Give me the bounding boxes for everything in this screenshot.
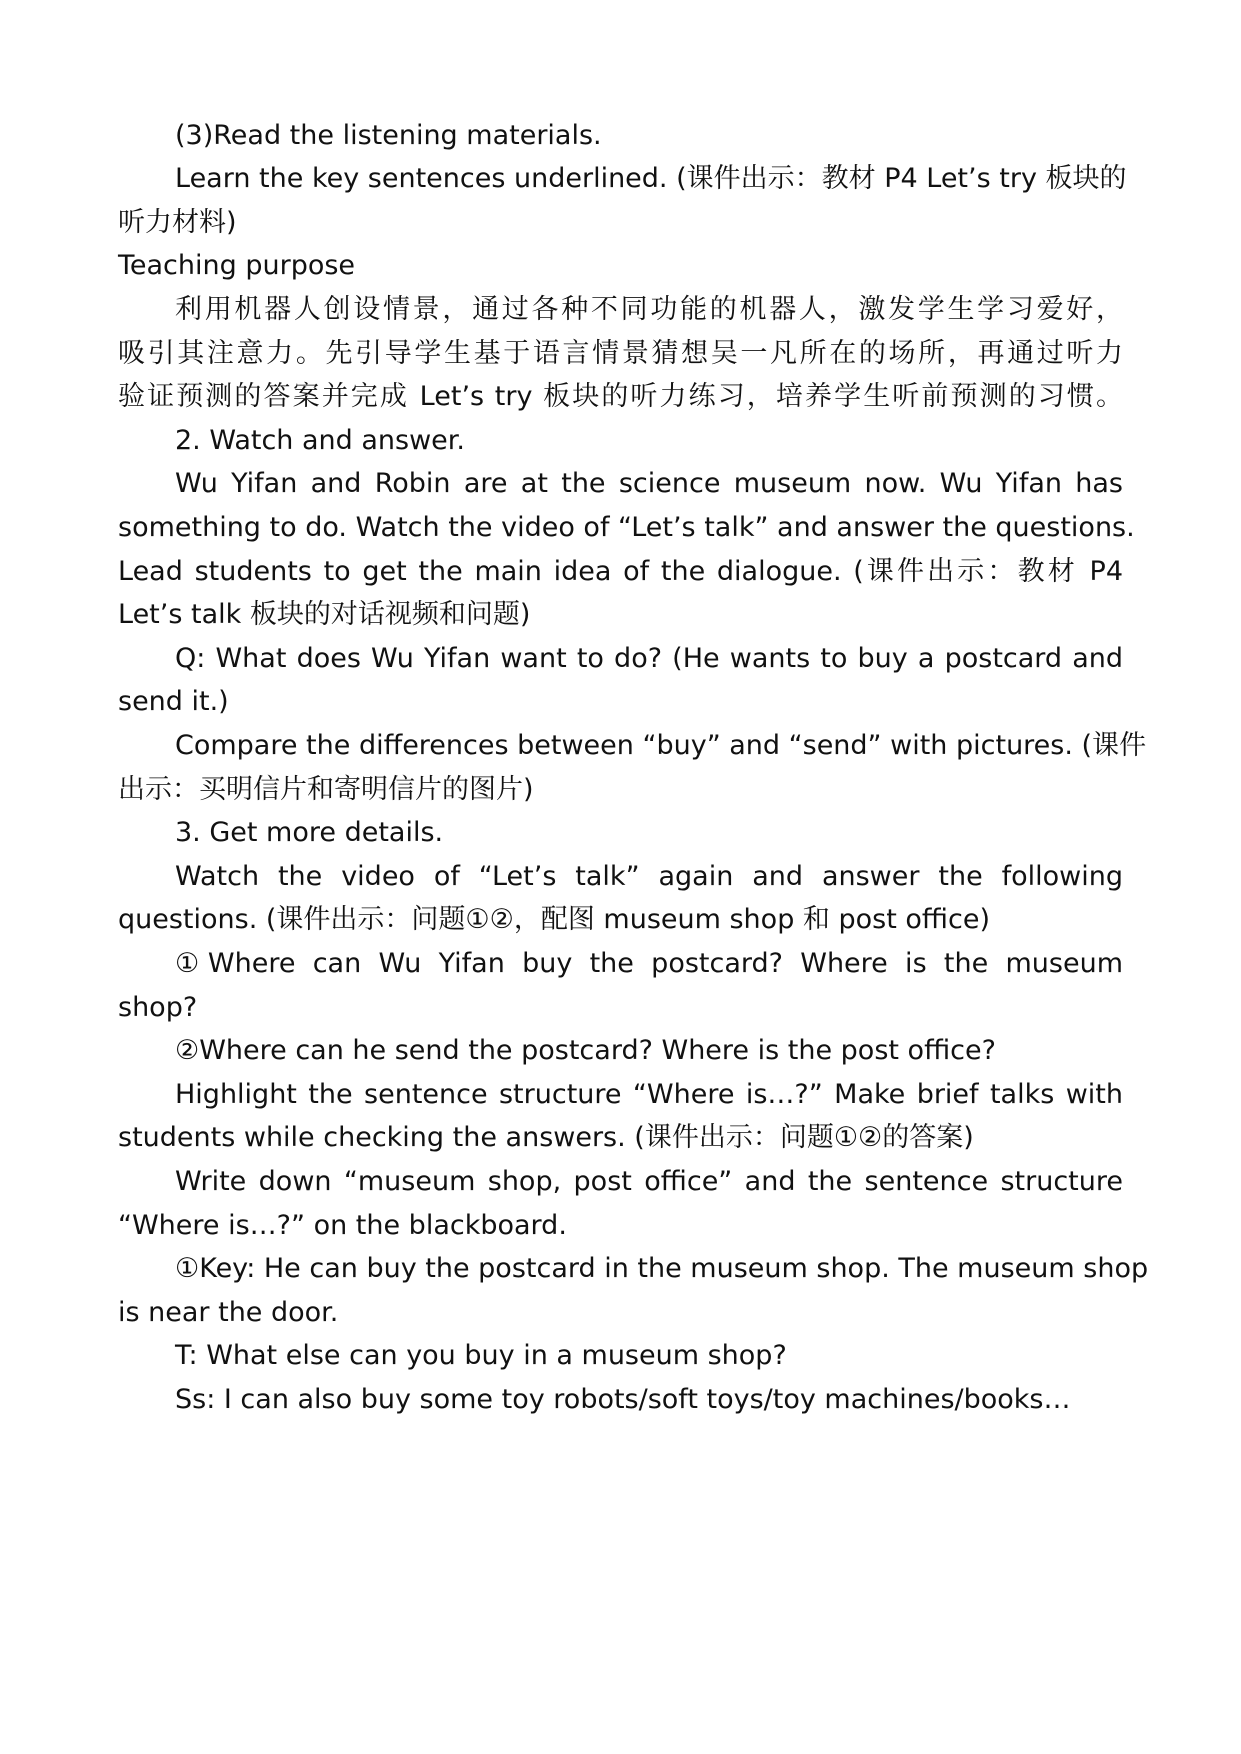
watch-paragraph-line-3: Lead students to get the main idea of the dialogue. (课件出示：教材 P4 (118, 556, 1123, 587)
blackboard-note-cont: “Where is…?” on the blackboard. (118, 1210, 567, 1241)
teacher-question: T: What else can you buy in a museum shop? (175, 1340, 787, 1371)
purpose-paragraph-line-1: 利用机器人创设情景，通过各种不同功能的机器人，激发学生学习爱好， (175, 294, 1123, 325)
highlight-structure-cont: students while checking the answers. (课件出示：问题①②的答案) (118, 1122, 974, 1153)
watch-paragraph-line-2: something to do. Watch the video of “Let’s talk” and answer the questions. (118, 512, 1135, 543)
answer-key-1: ①Key: He can buy the postcard in the museum shop. The museum shop (175, 1253, 1149, 1284)
teaching-purpose-heading: Teaching purpose (118, 250, 356, 281)
question-1-cont: shop? (118, 992, 198, 1023)
purpose-paragraph-line-2: 吸引其注意力。先引导学生基于语言情景猜想吴一凡所在的场所，再通过听力 (118, 338, 1123, 369)
compare-buy-send-cont: 出示：买明信片和寄明信片的图片) (118, 774, 534, 805)
answer-key-1-cont: is near the door. (118, 1297, 339, 1328)
watch-paragraph-line-4: Let’s talk 板块的对话视频和问题) (118, 599, 531, 630)
step-read-listening-materials: (3)Read the listening materials. (175, 120, 602, 151)
question-2: ②Where can he send the postcard? Where is the post office? (175, 1035, 996, 1066)
purpose-paragraph-line-3: 验证预测的答案并完成 Let’s try 板块的听力练习，培养学生听前预测的习惯。 (118, 381, 1123, 412)
step-watch-and-answer: 2. Watch and answer. (175, 425, 465, 456)
highlight-structure: Highlight the sentence structure “Where is…?” Make brief talks with (175, 1079, 1123, 1110)
students-answer: Ss: I can also buy some toy robots/soft toys/toy machines/books… (175, 1384, 1071, 1415)
details-paragraph-line-2: questions. (课件出示：问题①②，配图 museum shop 和 post office) (118, 904, 991, 935)
blackboard-note: Write down “museum shop, post office” and the sentence structure (175, 1166, 1123, 1197)
paragraph-key-sentences: Learn the key sentences underlined. (课件出示：教材 P4 Let’s try 板块的 (175, 163, 1127, 194)
step-get-more-details: 3. Get more details. (175, 817, 444, 848)
compare-buy-send: Compare the differences between “buy” and “send” with pictures. (课件 (175, 730, 1147, 761)
question-wu-yifan: Q: What does Wu Yifan want to do? (He wants to buy a postcard and (175, 643, 1123, 674)
watch-paragraph-line-1: Wu Yifan and Robin are at the science museum now. Wu Yifan has (175, 468, 1123, 499)
paragraph-key-sentences-cont: 听力材料) (118, 207, 237, 238)
question-1: ①Where can Wu Yifan buy the postcard? Where is the museum (175, 948, 1123, 979)
details-paragraph-line-1: Watch the video of “Let’s talk” again and answer the following (175, 861, 1123, 892)
question-wu-yifan-cont: send it.) (118, 686, 229, 717)
